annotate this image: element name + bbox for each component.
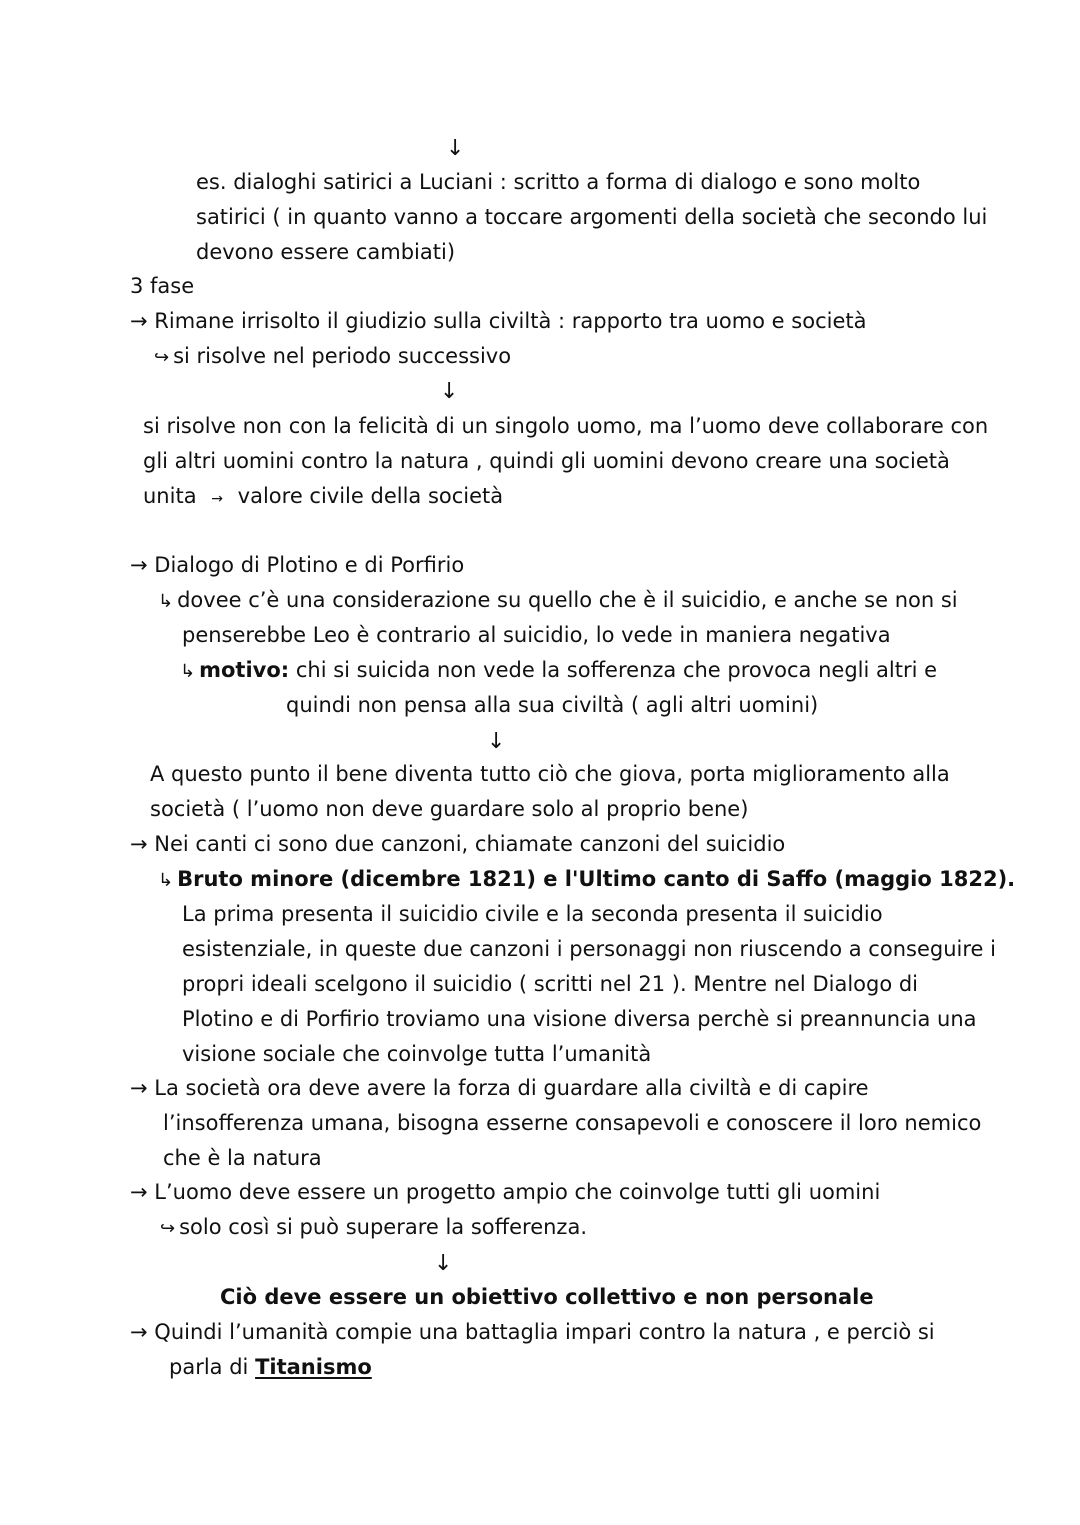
- right-arrow-icon: →: [130, 553, 148, 577]
- resolution-line-1: si risolve non con la felicità di un singolo uomo, ma l’uomo deve collaborare con: [143, 414, 989, 438]
- hook-arrow-icon: ↪: [154, 347, 170, 368]
- sub-bullet-risolve: [154, 341, 511, 373]
- prima-line-2: esistenziale, in queste due canzoni i personaggi non riuscendo a conseguire i: [182, 937, 996, 961]
- sub-bullet-dovee: ↳ dovee c’è una considerazione su quello che è il suicidio, e anche se non si: [158, 588, 958, 612]
- corner-arrow-icon: ↳: [180, 661, 196, 682]
- prima-line-5: visione sociale che coinvolge tutta l’umanità: [182, 1042, 652, 1066]
- right-arrow-icon: →: [130, 1320, 148, 1344]
- bruto-title: Bruto minore (dicembre 1821) e l'Ultimo canto di Saffo (maggio 1822).: [177, 867, 1016, 891]
- bullet-canti: [130, 829, 785, 859]
- bullet-text: La società ora deve avere la forza di guardare alla civiltà e di capire: [154, 1076, 869, 1100]
- bullet-rimane: [130, 306, 866, 336]
- prima-line-1: La prima presenta il suicidio civile e la seconda presenta il suicidio: [182, 902, 883, 926]
- societa-line-2: l’insofferenza umana, bisogna esserne consapevoli e conoscere il loro nemico: [163, 1111, 982, 1135]
- bullet-text: Quindi l’umanità compie una battaglia impari contro la natura , e perciò si: [154, 1320, 935, 1344]
- right-arrow-icon: →: [130, 832, 148, 856]
- bullet-text: L’uomo deve essere un progetto ampio che coinvolge tutti gli uomini: [154, 1180, 881, 1204]
- prima-line-3: propri ideali scelgono il suicidio ( scritti nel 21 ). Mentre nel Dialogo di: [182, 972, 919, 996]
- bene-line-1: A questo punto il bene diventa tutto ciò che giova, porta miglioramento alla: [150, 762, 950, 786]
- bullet-text: Nei canti ci sono due canzoni, chiamate canzoni del suicidio: [154, 832, 786, 856]
- motivo-line-2: quindi non pensa alla sua civiltà ( agli altri uomini): [286, 693, 819, 717]
- right-arrow-icon: →: [130, 1180, 148, 1204]
- example-line-2: satirici ( in quanto vanno a toccare argomenti della società che secondo lui: [196, 205, 988, 229]
- sub-bullet-dovee-line-2: penserebbe Leo è contrario al suicidio, lo vede in maniera negativa: [182, 623, 891, 647]
- motivo-label: motivo:: [199, 658, 290, 682]
- bene-line-2: società ( l’uomo non deve guardare solo al proprio bene): [150, 797, 749, 821]
- societa-line-3: che è la natura: [163, 1146, 322, 1170]
- bullet-text: Rimane irrisolto il giudizio sulla civiltà : rapporto tra uomo e società: [154, 309, 867, 333]
- corner-arrow-icon: ↳: [158, 591, 174, 612]
- quindi-line-2: parla di Titanismo: [169, 1355, 372, 1379]
- down-arrow-1: ↓: [446, 136, 465, 161]
- down-arrow-4: ↓: [434, 1251, 453, 1276]
- example-line-3: devono essere cambiati): [196, 240, 456, 264]
- down-arrow-3: ↓: [487, 729, 506, 754]
- corner-arrow-icon: ↳: [158, 870, 174, 891]
- prima-line-4: Plotino e di Porfirio troviamo una visione diversa perchè si preannuncia una: [182, 1007, 977, 1031]
- down-arrow-2: ↓: [440, 379, 459, 404]
- example-line-1: es. dialoghi satirici a Luciani : scritto a forma di dialogo e sono molto: [196, 170, 921, 194]
- sub-bullet-motivo: ↳ motivo: chi si suicida non vede la sofferenza che provoca negli altri e: [180, 658, 938, 682]
- sub-bullet-text: si risolve nel periodo successivo: [173, 344, 512, 368]
- bullet-societa: [130, 1073, 869, 1103]
- sub-bullet-bruto: [158, 864, 1015, 896]
- bullet-quindi: [130, 1317, 935, 1347]
- bullet-uomo: [130, 1177, 880, 1207]
- right-arrow-icon: →: [130, 309, 148, 333]
- titanismo-term: Titanismo: [255, 1355, 372, 1379]
- resolution-line-2: gli altri uomini contro la natura , quindi gli uomini devono creare una società: [143, 449, 950, 473]
- right-arrow-icon: →: [130, 1076, 148, 1100]
- phase-heading: 3 fase: [130, 274, 195, 298]
- sub-bullet-solo-cosi: ↪ solo così si può superare la sofferenza.: [160, 1215, 587, 1239]
- small-right-arrow-icon: →: [211, 491, 223, 507]
- bullet-dialogo: [130, 550, 464, 580]
- bullet-text: Dialogo di Plotino e di Porfirio: [154, 553, 465, 577]
- resolution-line-3: unita → valore civile della società: [143, 484, 504, 508]
- hook-arrow-icon: ↪: [160, 1218, 176, 1239]
- conclusion-heading: Ciò deve essere un obiettivo collettivo e non personale: [220, 1285, 874, 1309]
